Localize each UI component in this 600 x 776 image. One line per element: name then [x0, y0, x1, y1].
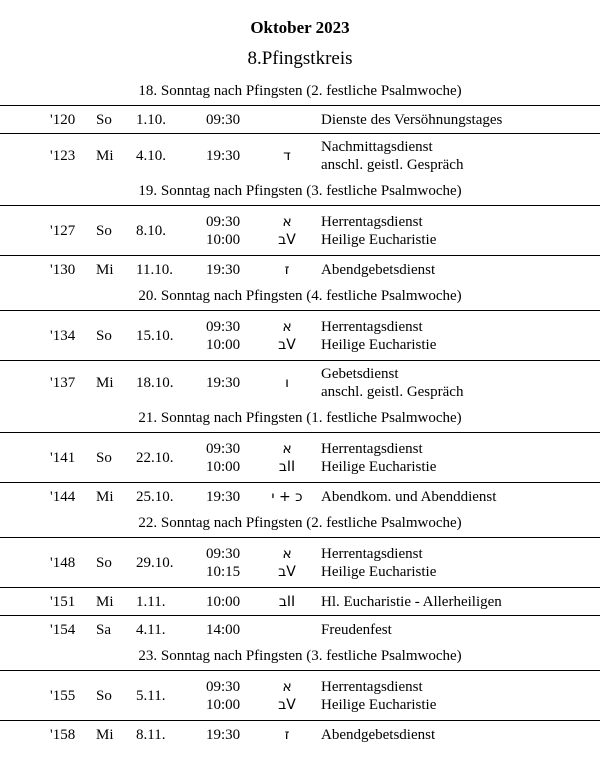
service-time-line: 10:15: [206, 563, 241, 580]
service-description: [321, 206, 436, 255]
liturgy-symbol-line: בV: [278, 336, 296, 353]
liturgy-symbol-line: א: [282, 440, 292, 457]
service-description-line: Heilige Eucharistie: [321, 231, 437, 248]
service-time: [206, 483, 240, 510]
liturgy-symbol-line: בV: [278, 563, 296, 580]
service-number: '137: [50, 375, 76, 391]
service-day: So: [96, 554, 112, 571]
service-date: 5.11.: [136, 687, 166, 704]
service-time: [206, 588, 240, 615]
liturgy-symbol-line: בII: [278, 593, 296, 610]
service-day: So: [96, 111, 112, 128]
service-date: 8.10.: [136, 222, 166, 239]
service-time-line: 10:00: [206, 696, 241, 713]
service-time: [206, 433, 240, 482]
service-row: [0, 310, 600, 360]
service-date: 1.11.: [136, 593, 166, 610]
liturgy-symbol: [270, 538, 304, 587]
liturgy-symbol-line: כ + י: [271, 488, 303, 505]
liturgy-symbol-line: ד: [283, 148, 291, 164]
service-row: [0, 432, 600, 482]
service-time-line: 09:30: [206, 440, 241, 457]
service-time-line: 19:30: [206, 375, 241, 391]
liturgy-symbol: [270, 616, 304, 643]
liturgy-symbol-line: ז: [284, 726, 290, 743]
service-row: [0, 205, 600, 255]
service-date: 4.10.: [136, 148, 166, 164]
service-row: [0, 670, 600, 720]
service-date: 4.11.: [136, 621, 166, 638]
liturgy-symbol-line: בV: [278, 231, 296, 248]
service-description-line: Gebetsdienst: [321, 366, 399, 382]
service-time: [206, 721, 240, 748]
service-time-line: 19:30: [206, 726, 241, 743]
service-date: 11.10.: [136, 261, 173, 278]
liturgy-symbol-line: א: [282, 678, 292, 695]
service-row: [0, 537, 600, 587]
service-time-line: 19:30: [206, 488, 241, 505]
service-row: [0, 482, 600, 510]
service-date: 1.10.: [136, 111, 166, 128]
service-time: [206, 134, 240, 178]
service-description-line: Abendkom. und Abenddienst: [321, 488, 497, 505]
liturgy-symbol: [270, 106, 304, 133]
service-description-line: Freudenfest: [321, 621, 392, 638]
service-description: [321, 483, 496, 510]
service-day: Mi: [96, 375, 114, 391]
service-time: [206, 361, 240, 405]
liturgy-symbol: [270, 361, 304, 405]
service-description-line: anschl. geistl. Gespräch: [321, 384, 464, 400]
service-description-line: Heilige Eucharistie: [321, 336, 437, 353]
sunday-header: 21. Sonntag nach Pfingsten (1. festliche Psalmwoche): [138, 410, 462, 426]
service-description: [321, 361, 463, 405]
service-description: [321, 433, 436, 482]
sunday-header: 23. Sonntag nach Pfingsten (3. festliche Psalmwoche): [138, 648, 462, 664]
service-day: So: [96, 687, 112, 704]
liturgy-symbol-line: ו: [285, 375, 289, 391]
service-time-line: 19:30: [206, 148, 241, 164]
service-description: [321, 256, 435, 283]
service-number: '158: [50, 726, 76, 743]
service-time-line: 09:30: [206, 213, 241, 230]
service-time-line: 14:00: [206, 621, 241, 638]
sunday-header: 22. Sonntag nach Pfingsten (2. festliche Psalmwoche): [138, 515, 462, 531]
service-row: [0, 133, 600, 178]
service-description: [321, 721, 435, 748]
service-time-line: 10:00: [206, 231, 241, 248]
service-number: '151: [50, 593, 76, 610]
service-description: [321, 311, 436, 360]
service-date: 29.10.: [136, 554, 174, 571]
service-date: 22.10.: [136, 449, 174, 466]
liturgy-symbol-line: בV: [278, 696, 296, 713]
service-time: [206, 671, 240, 720]
service-description-line: Nachmittagsdienst: [321, 139, 433, 155]
service-description-line: Herrentagsdienst: [321, 213, 423, 230]
service-description-line: Herrentagsdienst: [321, 545, 423, 562]
service-date: 18.10.: [136, 375, 174, 391]
service-number: '134: [50, 327, 76, 344]
sunday-header: 19. Sonntag nach Pfingsten (3. festliche Psalmwoche): [138, 183, 462, 199]
liturgy-symbol: [270, 721, 304, 748]
service-number: '120: [50, 111, 76, 128]
liturgy-symbol-line: ז: [284, 261, 290, 278]
service-date: 25.10.: [136, 488, 174, 505]
service-description: [321, 588, 502, 615]
service-description-line: Abendgebetsdienst: [321, 726, 436, 743]
liturgy-symbol: [270, 256, 304, 283]
service-number: '123: [50, 148, 76, 164]
liturgy-symbol: [270, 483, 304, 510]
service-time-line: 10:00: [206, 593, 241, 610]
service-description-line: Herrentagsdienst: [321, 318, 423, 335]
service-time: [206, 311, 240, 360]
liturgy-symbol: [270, 134, 304, 178]
service-day: So: [96, 327, 112, 344]
service-time-line: 09:30: [206, 678, 241, 695]
liturgy-symbol-line: א: [282, 318, 292, 335]
service-row: [0, 720, 600, 748]
service-description-line: Abendgebetsdienst: [321, 261, 436, 278]
service-time-line: 09:30: [206, 111, 241, 128]
service-description-line: Herrentagsdienst: [321, 678, 423, 695]
service-row: [0, 255, 600, 283]
sunday-header: 20. Sonntag nach Pfingsten (4. festliche Psalmwoche): [138, 288, 462, 304]
liturgy-symbol: [270, 671, 304, 720]
service-time: [206, 206, 240, 255]
service-number: '127: [50, 222, 76, 239]
service-number: '148: [50, 554, 76, 571]
schedule-table: [0, 78, 600, 748]
service-number: '130: [50, 261, 76, 278]
service-time-line: 19:30: [206, 261, 241, 278]
sunday-header: 18. Sonntag nach Pfingsten (2. festliche Psalmwoche): [138, 83, 462, 99]
service-day: Mi: [96, 593, 114, 610]
page-subtitle: 8.Pfingstkreis: [247, 48, 353, 69]
service-row: [0, 105, 600, 133]
liturgy-symbol: [270, 433, 304, 482]
service-time-line: 09:30: [206, 545, 241, 562]
service-description: [321, 538, 436, 587]
liturgy-symbol-line: בII: [278, 458, 296, 475]
service-time: [206, 106, 240, 133]
service-time-line: 10:00: [206, 458, 241, 475]
service-day: Mi: [96, 488, 114, 505]
service-description-line: anschl. geistl. Gespräch: [321, 157, 464, 173]
service-day: Sa: [96, 621, 111, 638]
liturgy-symbol-line: א: [282, 213, 292, 230]
service-date: 15.10.: [136, 327, 174, 344]
service-description-line: Herrentagsdienst: [321, 440, 423, 457]
service-description: [321, 106, 502, 133]
service-description-line: Heilige Eucharistie: [321, 563, 437, 580]
service-number: '155: [50, 687, 76, 704]
service-row: [0, 587, 600, 615]
service-description-line: Hl. Eucharistie - Allerheiligen: [321, 593, 502, 610]
liturgy-symbol: [270, 206, 304, 255]
service-day: Mi: [96, 148, 114, 164]
service-number: '154: [50, 621, 76, 638]
service-number: '144: [50, 488, 76, 505]
service-number: '141: [50, 449, 76, 466]
service-time-line: 09:30: [206, 318, 241, 335]
service-time: [206, 616, 240, 643]
service-day: Mi: [96, 261, 114, 278]
liturgy-symbol: [270, 588, 304, 615]
service-row: [0, 360, 600, 405]
liturgy-symbol-line: א: [282, 545, 292, 562]
service-description: [321, 616, 392, 643]
service-description: [321, 134, 463, 178]
service-description-line: Heilige Eucharistie: [321, 458, 437, 475]
service-description: [321, 671, 436, 720]
service-description-line: Heilige Eucharistie: [321, 696, 437, 713]
service-time: [206, 538, 240, 587]
service-time-line: 10:00: [206, 336, 241, 353]
service-description-line: Dienste des Versöhnungstages: [321, 111, 503, 128]
service-row: [0, 615, 600, 643]
service-time: [206, 256, 240, 283]
service-day: So: [96, 449, 112, 466]
service-day: So: [96, 222, 112, 239]
page-title: Oktober 2023: [250, 18, 350, 37]
service-date: 8.11.: [136, 726, 166, 743]
service-day: Mi: [96, 726, 114, 743]
liturgy-symbol: [270, 311, 304, 360]
